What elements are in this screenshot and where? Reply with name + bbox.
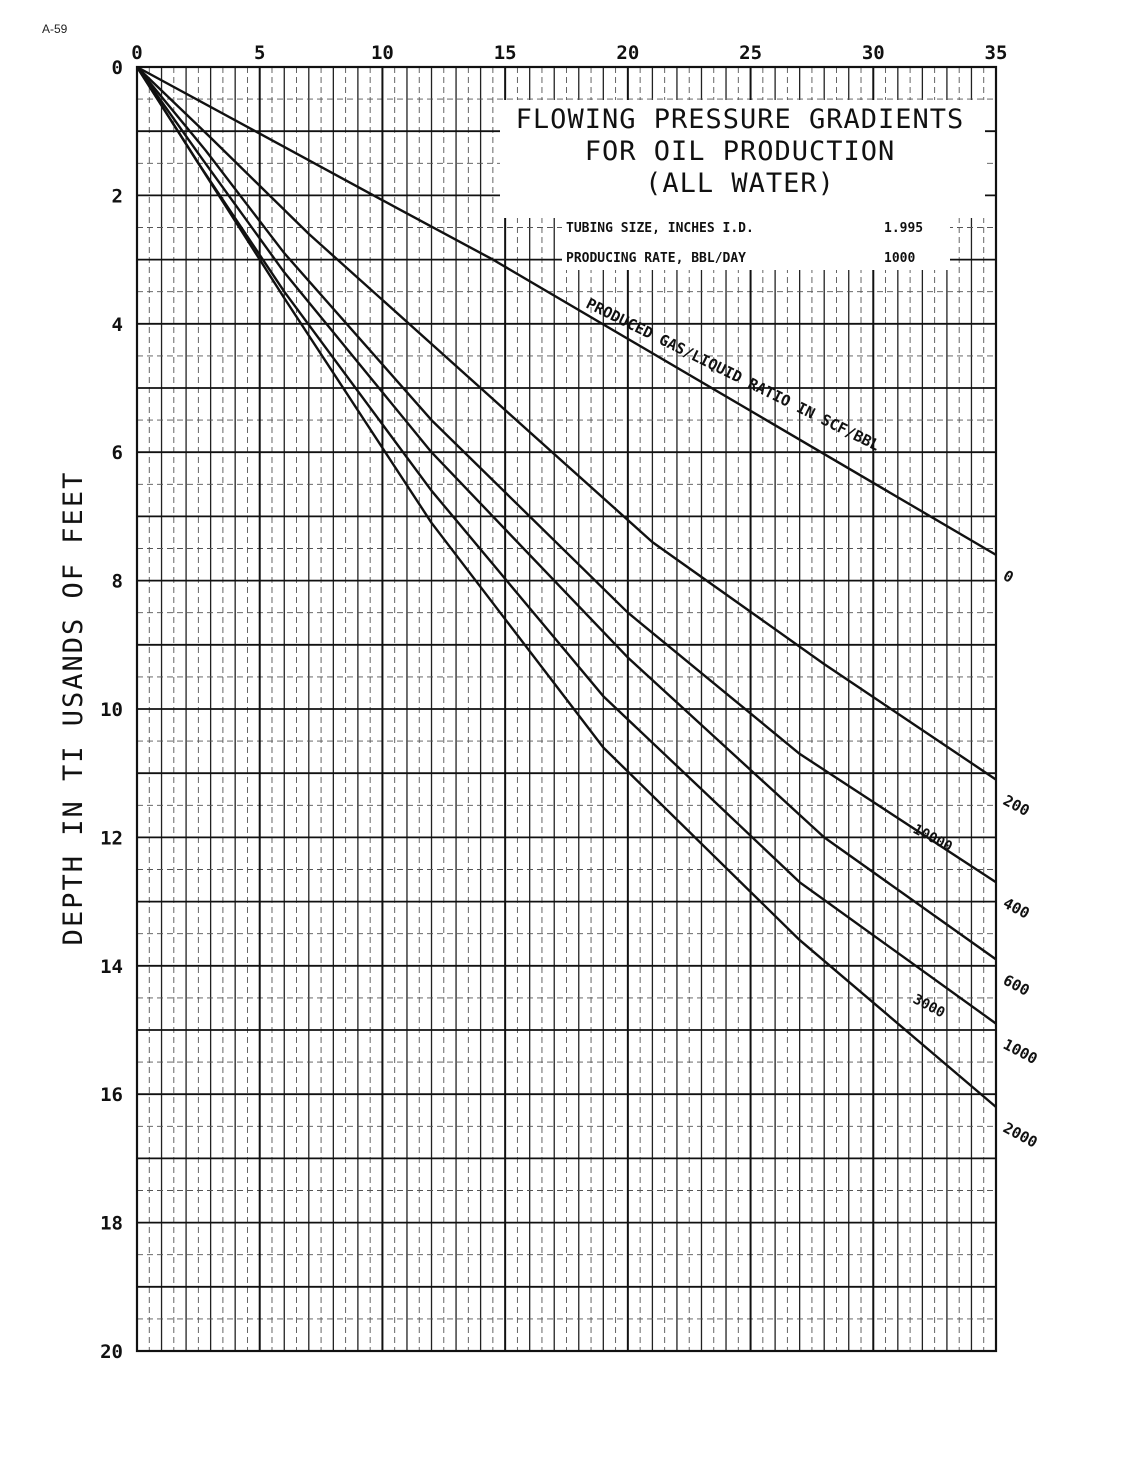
x-tick-label: 20 bbox=[616, 42, 640, 64]
page-label: A-59 bbox=[42, 22, 68, 36]
tubing-size-value: 1.995 bbox=[884, 221, 924, 236]
x-tick-label: 15 bbox=[493, 42, 517, 64]
series-label-400: 400 bbox=[1000, 893, 1033, 923]
chart-title-line-2: FOR OIL PRODUCTION bbox=[584, 136, 896, 167]
producing-rate-value: 1000 bbox=[884, 251, 916, 266]
y-tick-label: 20 bbox=[100, 1341, 123, 1363]
y-tick-label: 6 bbox=[111, 442, 123, 465]
chart-title-line-3: (ALL WATER) bbox=[645, 168, 835, 199]
x-tick-label: 5 bbox=[253, 42, 266, 64]
series-label-200: 200 bbox=[1000, 791, 1033, 820]
series-label-2000: 2000 bbox=[1000, 1118, 1041, 1152]
y-tick-label: 12 bbox=[100, 827, 123, 850]
curve-family-label: PRODUCED GAS/LIQUID RATIO IN SCF/BBL bbox=[583, 294, 883, 455]
y-tick-label: 14 bbox=[100, 955, 123, 978]
y-tick-label: 4 bbox=[111, 313, 123, 336]
series-label-600: 600 bbox=[1000, 971, 1033, 1000]
y-tick-label: 16 bbox=[100, 1084, 123, 1107]
x-tick-label: 10 bbox=[370, 42, 394, 64]
y-tick-label: 18 bbox=[100, 1212, 123, 1235]
series-label-1000: 1000 bbox=[1000, 1035, 1041, 1069]
series-label-0: 0 bbox=[1000, 566, 1017, 587]
x-tick-label: 30 bbox=[861, 42, 885, 64]
y-tick-label: 10 bbox=[100, 699, 123, 721]
tubing-size-label: TUBING SIZE, INCHES I.D. bbox=[566, 221, 754, 236]
x-tick-labels bbox=[131, 42, 1007, 64]
chart-title-block bbox=[500, 100, 985, 218]
y-tick-label: 2 bbox=[111, 185, 123, 208]
x-tick-label: 25 bbox=[739, 42, 763, 64]
curve-annotation-3000: 3000 bbox=[910, 991, 948, 1022]
chart-info-block bbox=[562, 214, 950, 270]
chart-title-line-1: FLOWING PRESSURE GRADIENTS bbox=[515, 104, 965, 135]
y-tick-label: 8 bbox=[111, 570, 123, 593]
y-tick-labels bbox=[100, 57, 123, 1363]
curve-annotation-10000: 10000 bbox=[910, 821, 955, 856]
series-labels bbox=[1000, 567, 1040, 1152]
y-axis-label: DEPTH IN TI USANDS OF FEET bbox=[58, 470, 89, 946]
x-tick-label: 0 bbox=[131, 42, 143, 64]
producing-rate-label: PRODUCING RATE, BBL/DAY bbox=[566, 251, 747, 266]
x-tick-label: 35 bbox=[984, 42, 1008, 64]
y-tick-label: 0 bbox=[111, 57, 123, 79]
